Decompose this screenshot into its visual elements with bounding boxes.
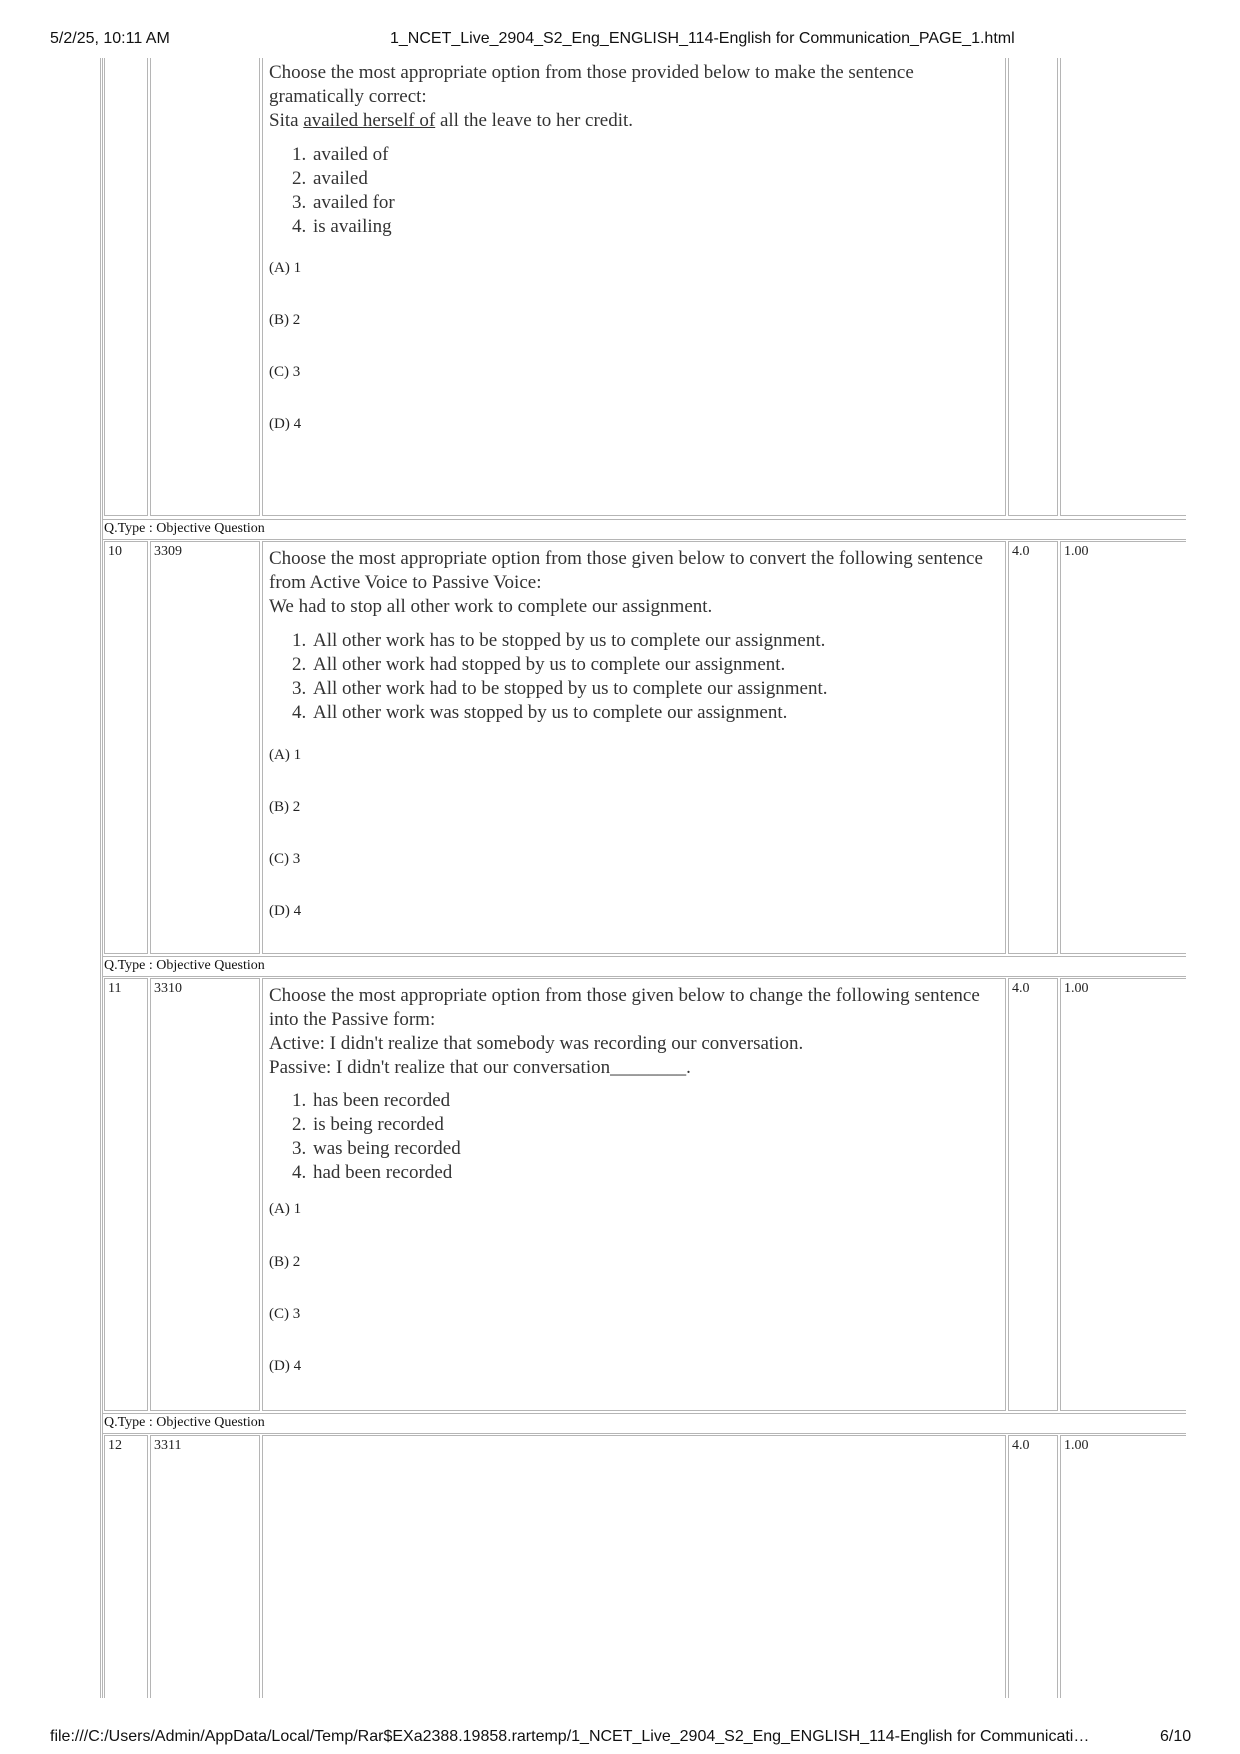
answer-option-c: (C) 3	[269, 364, 301, 380]
qid-cell: 3309	[150, 541, 260, 954]
qid-cell: 3311	[150, 1435, 260, 1698]
marks-cell	[1008, 58, 1058, 516]
negative-cell	[1060, 58, 1186, 516]
question-line: Choose the most appropriate option from those given below to convert the following sentence	[269, 548, 983, 569]
answer-option-a: (A) 1	[269, 1201, 302, 1217]
question-text	[269, 547, 983, 619]
question-line: into the Passive form:	[269, 1009, 436, 1030]
divider	[102, 956, 1186, 957]
question-line: Active: I didn't realize that somebody was recording our conversation.	[269, 1033, 804, 1054]
question-text	[269, 984, 980, 1080]
underlined-phrase: availed herself of	[303, 110, 436, 131]
question-cell	[262, 978, 1006, 1411]
answer-option-b: (B) 2	[269, 312, 301, 328]
negative-cell: 1.00	[1060, 1435, 1186, 1698]
divider	[102, 1433, 1186, 1434]
page-number: 6/10	[1160, 1728, 1192, 1745]
divider	[102, 539, 1186, 540]
qid-cell: 3310	[150, 978, 260, 1411]
divider	[102, 519, 1186, 520]
qtype-label: Q.Type : Objective Question	[104, 521, 265, 536]
sno-cell: 12	[104, 1435, 148, 1698]
option-item: 4. All other work was stopped by us to complete our assignment.	[311, 701, 828, 725]
question-table	[100, 58, 1186, 1698]
marks-cell: 4.0	[1008, 541, 1058, 954]
option-item: 2. is being recorded	[311, 1113, 461, 1137]
document-title: 1_NCET_Live_2904_S2_Eng_ENGLISH_114-English for Communication_PAGE_1.html	[390, 30, 1015, 47]
answer-option-a: (A) 1	[269, 260, 302, 276]
sno-cell: 10	[104, 541, 148, 954]
qtype-label: Q.Type : Objective Question	[104, 958, 265, 973]
sno-cell	[104, 58, 148, 516]
question-line: Choose the most appropriate option from those provided below to make the sentence	[269, 62, 914, 83]
divider	[102, 976, 1186, 977]
answer-option-b: (B) 2	[269, 1254, 301, 1270]
question-cell	[262, 541, 1006, 954]
question-line: Passive: I didn't realize that our conversation________.	[269, 1057, 691, 1078]
question-line: We had to stop all other work to complete our assignment.	[269, 596, 713, 617]
option-item: 2. availed	[311, 167, 395, 191]
option-item: 1. availed of	[311, 143, 395, 167]
option-item: 3. availed for	[311, 191, 395, 215]
option-item: 4. is availing	[311, 215, 395, 239]
question-line: from Active Voice to Passive Voice:	[269, 572, 542, 593]
question-line: Choose the most appropriate option from those given below to change the following sentence	[269, 985, 980, 1006]
question-text	[269, 61, 914, 133]
answer-option-c: (C) 3	[269, 1306, 301, 1322]
question-line: gramatically correct:	[269, 86, 427, 107]
question-cell	[262, 1435, 1006, 1698]
divider	[102, 1413, 1186, 1414]
sno-cell: 11	[104, 978, 148, 1411]
option-list	[287, 629, 828, 725]
negative-cell: 1.00	[1060, 541, 1186, 954]
qtype-label: Q.Type : Objective Question	[104, 1415, 265, 1430]
print-datetime: 5/2/25, 10:11 AM	[50, 30, 170, 47]
option-item: 1. All other work has to be stopped by us to complete our assignment.	[311, 629, 828, 653]
marks-cell: 4.0	[1008, 1435, 1058, 1698]
negative-cell: 1.00	[1060, 978, 1186, 1411]
file-path: file:///C:/Users/Admin/AppData/Local/Temp/Rar$EXa2388.19858.rartemp/1_NCET_Live_2904_S2_Eng_ENGLISH_114-English for Communicati…	[50, 1728, 1090, 1745]
print-header	[0, 30, 1240, 52]
answer-option-d: (D) 4	[269, 416, 302, 432]
option-item: 3. All other work had to be stopped by us to complete our assignment.	[311, 677, 828, 701]
answer-option-c: (C) 3	[269, 851, 301, 867]
answer-option-b: (B) 2	[269, 799, 301, 815]
answer-option-d: (D) 4	[269, 903, 302, 919]
table-border-left	[100, 58, 101, 1698]
table-border-left-inner	[102, 58, 103, 1698]
answer-option-d: (D) 4	[269, 1358, 302, 1374]
marks-cell: 4.0	[1008, 978, 1058, 1411]
option-item: 1. has been recorded	[311, 1089, 461, 1113]
question-sentence: Sita availed herself of all the leave to her credit.	[269, 110, 634, 131]
option-list	[287, 1089, 461, 1185]
answer-option-a: (A) 1	[269, 747, 302, 763]
qid-cell	[150, 58, 260, 516]
option-item: 3. was being recorded	[311, 1137, 461, 1161]
option-list	[287, 143, 395, 239]
print-footer	[0, 1728, 1240, 1750]
option-item: 2. All other work had stopped by us to complete our assignment.	[311, 653, 828, 677]
question-cell	[262, 58, 1006, 516]
option-item: 4. had been recorded	[311, 1161, 461, 1185]
